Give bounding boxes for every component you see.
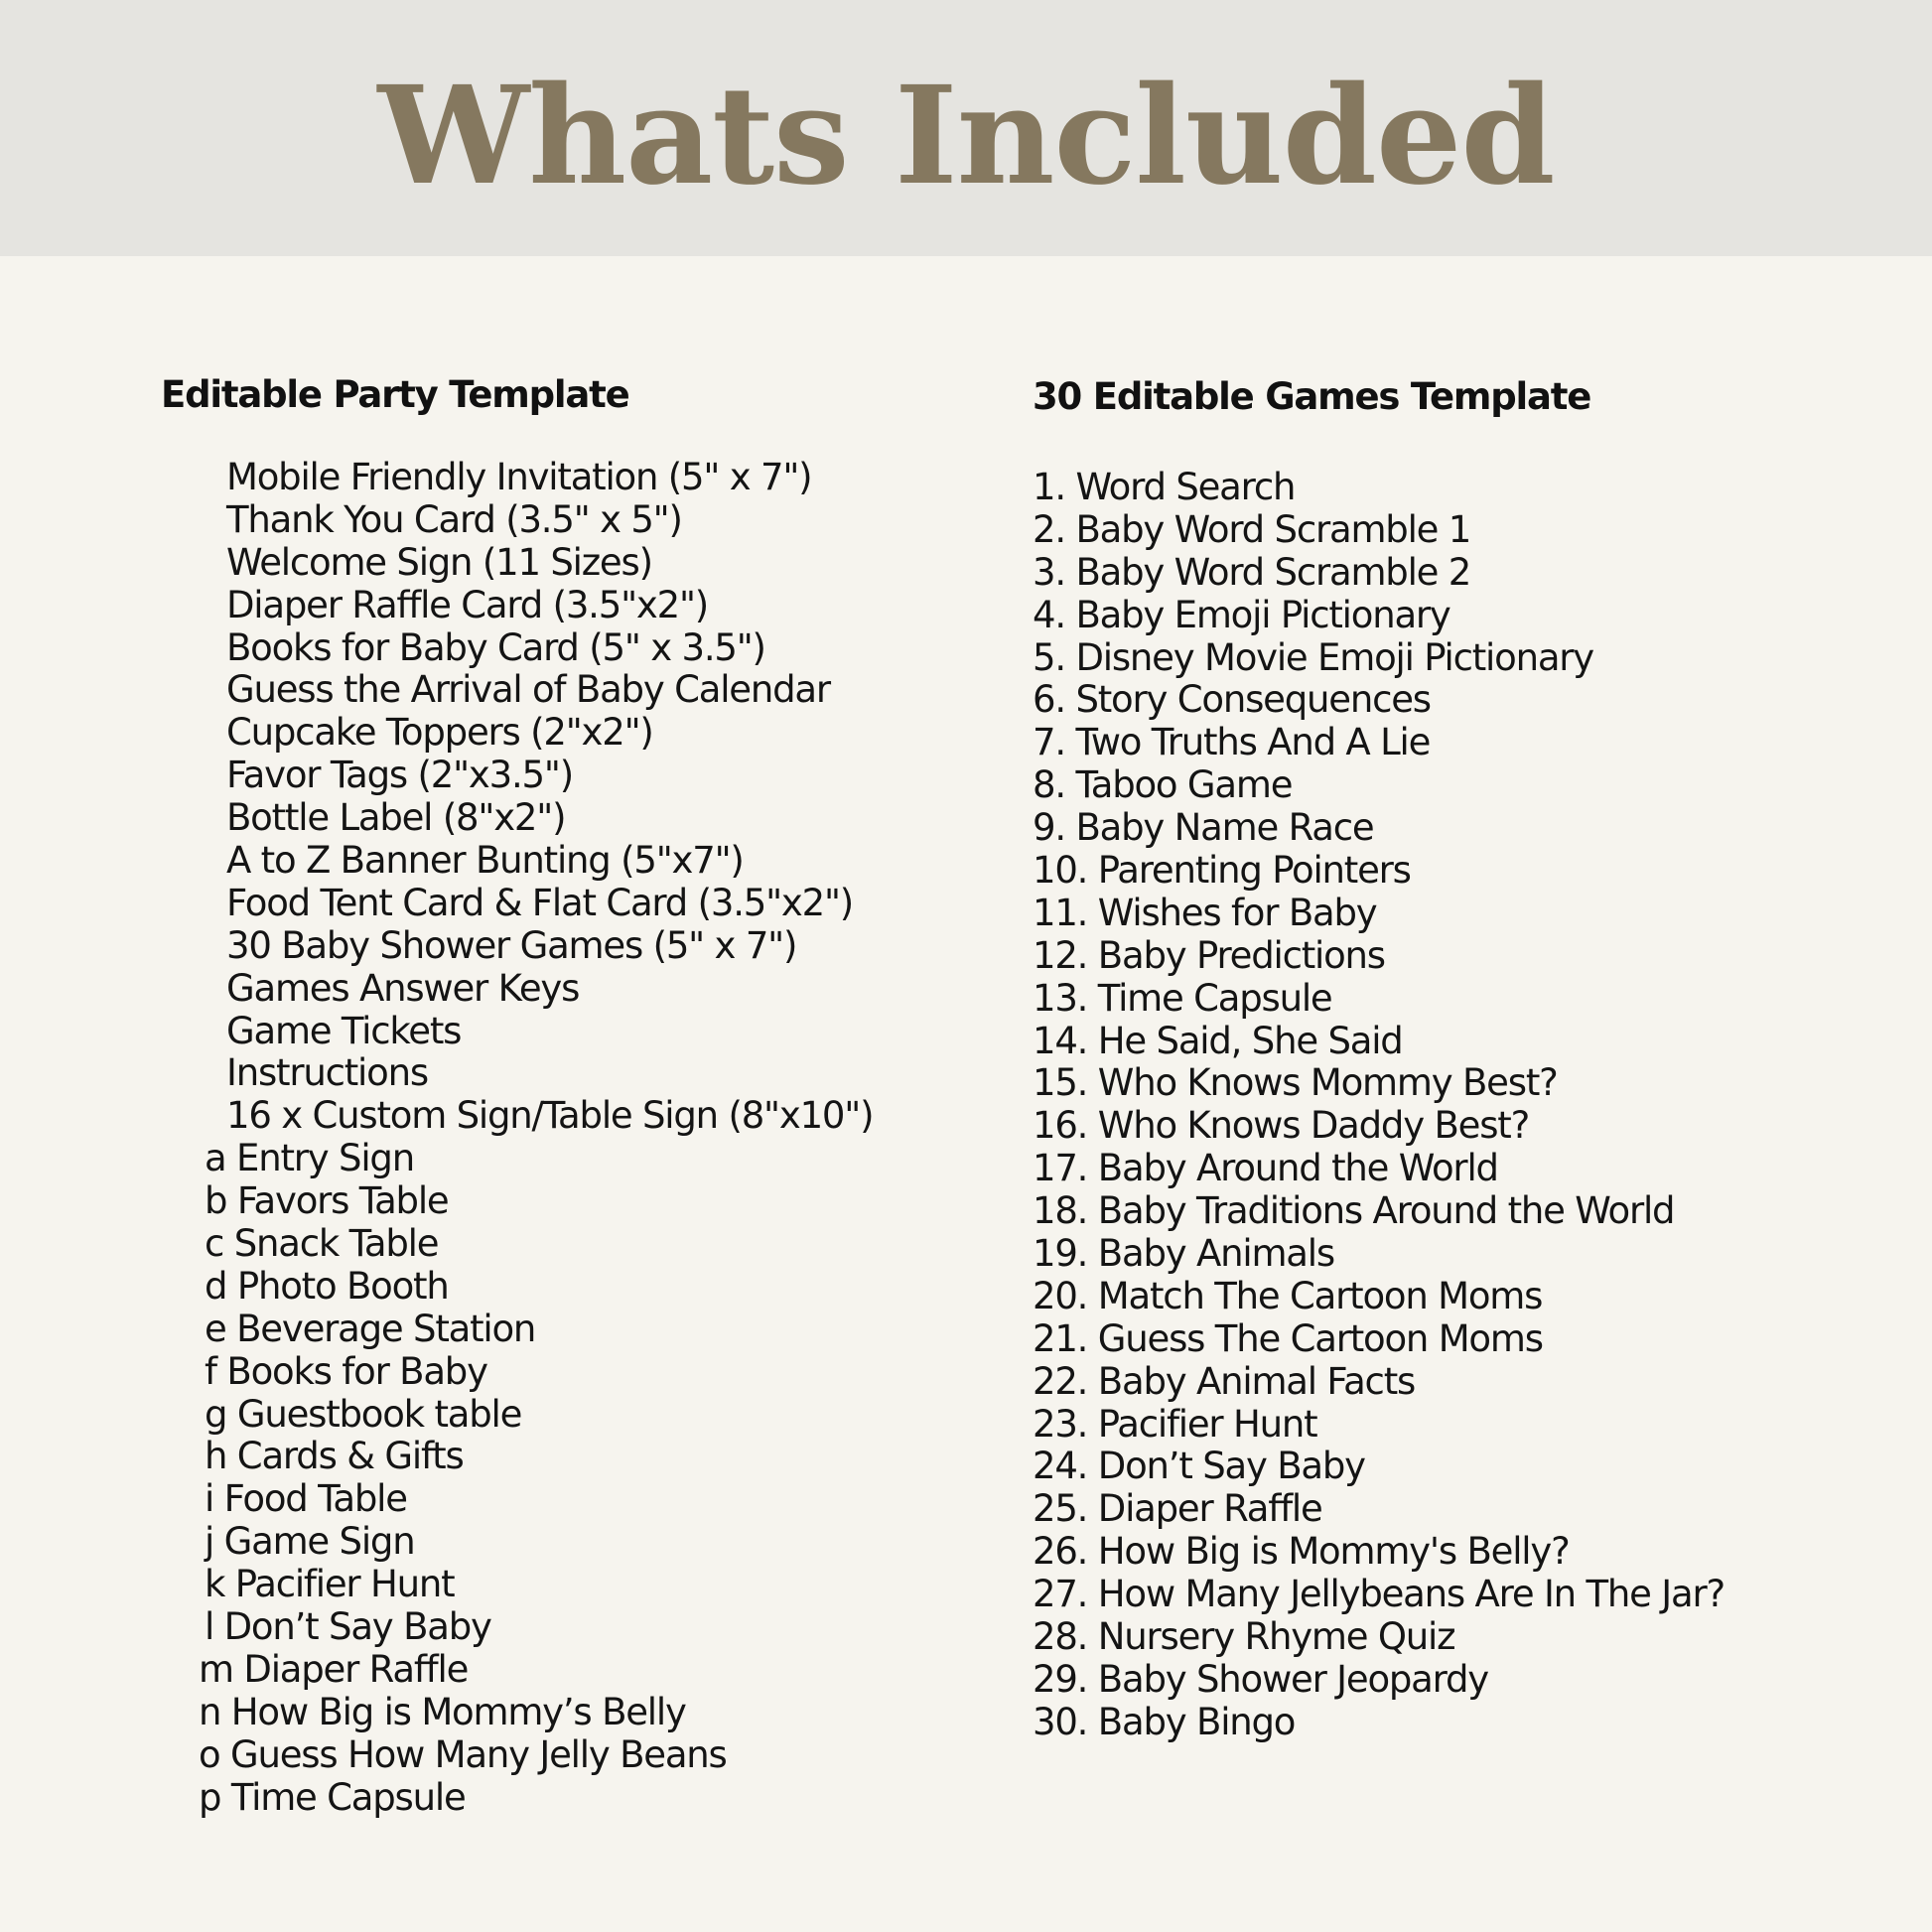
list-item: 30. Baby Bingo bbox=[1033, 1700, 1296, 1743]
list-item: 9. Baby Name Race bbox=[1033, 806, 1374, 850]
list-item: 25. Diaper Raffle bbox=[1033, 1487, 1322, 1531]
list-item: 11. Wishes for Baby bbox=[1033, 891, 1377, 934]
list-item: 13. Time Capsule bbox=[1033, 976, 1332, 1020]
list-item: 8. Taboo Game bbox=[1033, 763, 1293, 807]
list-item: 10. Parenting Pointers bbox=[1033, 849, 1411, 893]
item-text: A to Z Banner Bunting (5"x7") bbox=[226, 839, 744, 883]
list-item: 21. Guess The Cartoon Moms bbox=[1033, 1316, 1543, 1360]
list-item: 19. Baby Animals bbox=[1033, 1232, 1334, 1276]
list-item: 5. Disney Movie Emoji Pictionary bbox=[1033, 635, 1593, 679]
list-item: 12. Baby Predictions bbox=[1033, 933, 1385, 977]
list-item: 15. Who Knows Mommy Best? bbox=[1033, 1061, 1558, 1105]
list-item: 29. Baby Shower Jeopardy bbox=[1033, 1657, 1488, 1701]
item-text: Welcome Sign (11 Sizes) bbox=[226, 540, 652, 584]
list-item: 1. Word Search bbox=[1033, 466, 1296, 508]
item-text: Guess the Arrival of Baby Calendar bbox=[226, 668, 830, 712]
games-template-heading: 30 Editable Games Template bbox=[1033, 375, 1591, 418]
item-text: Favor Tags (2"x3.5") bbox=[226, 754, 573, 797]
list-item: 3. Baby Word Scramble 2 bbox=[1033, 550, 1471, 594]
list-item: 6. Story Consequences bbox=[1033, 678, 1431, 722]
games-template-list bbox=[1033, 467, 1725, 1744]
list-item: 18. Baby Traditions Around the World bbox=[1033, 1189, 1675, 1233]
party-template-heading: Editable Party Template bbox=[161, 373, 629, 416]
item-text: 16 x Custom Sign/Table Sign (8"x10") bbox=[226, 1094, 874, 1138]
item-text: Diaper Raffle Card (3.5"x2") bbox=[226, 583, 708, 626]
list-item: 16. Who Knows Daddy Best? bbox=[1033, 1104, 1530, 1148]
item-text: Thank You Card (3.5" x 5") bbox=[226, 497, 682, 541]
list-item: 22. Baby Animal Facts bbox=[1033, 1359, 1416, 1403]
item-text: Mobile Friendly Invitation (5" x 7") bbox=[226, 456, 812, 498]
list-item: 24. Don’t Say Baby bbox=[1033, 1445, 1365, 1488]
list-item: 20. Match The Cartoon Moms bbox=[1033, 1274, 1543, 1317]
list-item: 17. Baby Around the World bbox=[1033, 1147, 1498, 1190]
item-text: Games Answer Keys bbox=[226, 966, 580, 1010]
page-title: Whats Included bbox=[377, 57, 1555, 215]
list-item: 28. Nursery Rhyme Quiz bbox=[1033, 1615, 1455, 1659]
list-item: 27. How Many Jellybeans Are In The Jar? bbox=[1033, 1573, 1725, 1616]
item-text: Game Tickets bbox=[226, 1009, 462, 1052]
list-item: 2. Baby Word Scramble 1 bbox=[1033, 507, 1471, 551]
list-item: 23. Pacifier Hunt bbox=[1033, 1402, 1317, 1446]
list-item: 7. Two Truths And A Lie bbox=[1033, 721, 1431, 764]
item-text: Cupcake Toppers (2"x2") bbox=[226, 711, 653, 755]
item-text: Bottle Label (8"x2") bbox=[226, 796, 566, 840]
item-text: Books for Baby Card (5" x 3.5") bbox=[226, 625, 765, 669]
item-text: Instructions bbox=[226, 1051, 428, 1095]
list-item: 26. How Big is Mommy's Belly? bbox=[1033, 1530, 1570, 1574]
item-text: 30 Baby Shower Games (5" x 7") bbox=[226, 923, 797, 967]
list-item: 4. Baby Emoji Pictionary bbox=[1033, 593, 1450, 636]
list-item: 14. He Said, She Said bbox=[1033, 1019, 1403, 1062]
item-text: Food Tent Card & Flat Card (3.5"x2") bbox=[226, 881, 854, 924]
